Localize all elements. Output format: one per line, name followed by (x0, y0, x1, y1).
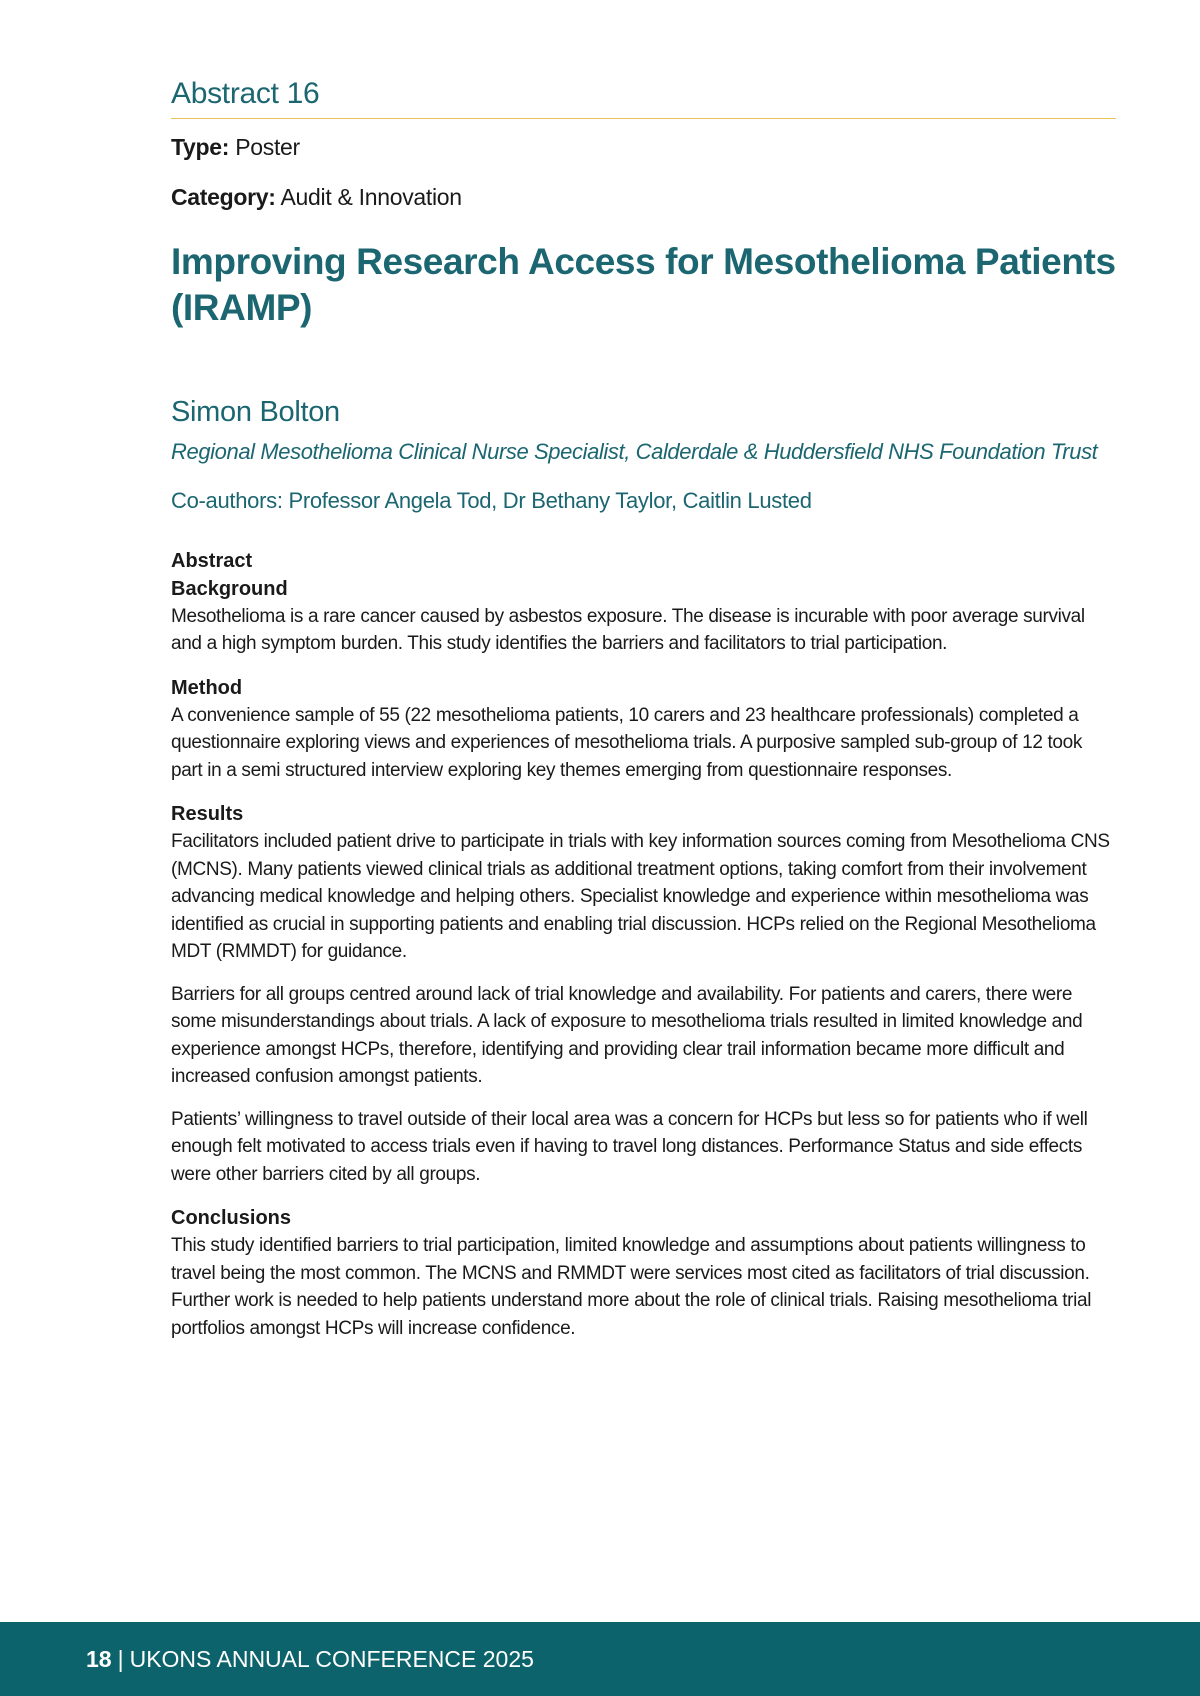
type-value: Poster (235, 134, 300, 160)
conclusions-text: This study identified barriers to trial participation, limited knowledge and assumptions about patients willingness to travel being the most common. The MCNS and RMMDT were services most cited as facilitators of trial discussion. Further work is needed to help patients understand more about the role of clinical trials. Raising mesothelioma trial portfolios amongst HCPs will increase confidence. (171, 1235, 1092, 1339)
abstract-title: Improving Research Access for Mesothelioma Patients (IRAMP) (171, 240, 1116, 328)
results-paragraph-1: Facilitators included patient drive to participate in trials with key information sources coming from Mesothelioma CNS (MCNS). Many patients viewed clinical trials as additional treatment options, taking comfort from their involvement advancing medical knowledge and helping others. Specialist knowledge and experience within mesothelioma was identified as crucial in supporting patients and enabling trial discussion. HCPs relied on the Regional Mesothelioma MDT (RMMDT) for guidance. (171, 831, 1110, 963)
type-line (171, 133, 1116, 163)
background-section (171, 575, 1116, 658)
results-section (171, 800, 1116, 1188)
page-footer (0, 1622, 1200, 1696)
method-heading: Method (171, 676, 243, 699)
coauthors: Co-authors: Professor Angela Tod, Dr Bethany Taylor, Caitlin Lusted (171, 488, 812, 514)
results-paragraph-3: Patients’ willingness to travel outside of their local area was a concern for HCPs but less so for patients who if well enough felt motivated to access trials even if having to travel long distances. Performance Status and side effects were other barriers cited by all groups. (171, 1108, 1088, 1185)
method-text: A convenience sample of 55 (22 mesothelioma patients, 10 carers and 23 healthcare professionals) completed a questionnaire exploring views and experiences of mesothelioma trials. A purposive sampled sub-group of 12 took part in a semi structured interview exploring key themes emerging from questionnaire responses. (171, 704, 1082, 781)
conclusions-heading: Conclusions (171, 1207, 292, 1230)
abstract-number: Abstract 16 (171, 76, 1116, 119)
method-section (171, 674, 1116, 785)
background-text: Mesothelioma is a rare cancer caused by asbestos exposure. The disease is incurable with poor average survival and a high symptom burden. This study identifies the barriers and facilitators to trial participation. (171, 605, 1085, 655)
footer-separator: | (117, 1646, 124, 1672)
footer-text (86, 1622, 534, 1696)
abstract-content (171, 76, 1116, 1342)
author-affiliation: Regional Mesothelioma Clinical Nurse Specialist, Calderdale & Huddersfield NHS Foundation Trust (171, 438, 1098, 464)
category-label: Category: (171, 183, 276, 210)
category-line (171, 183, 1116, 213)
abstract-heading: Abstract (171, 549, 253, 572)
page-number: 18 (86, 1646, 112, 1672)
results-heading: Results (171, 803, 244, 826)
author-name: Simon Bolton (171, 395, 340, 428)
conference-name: UKONS ANNUAL CONFERENCE 2025 (129, 1646, 534, 1672)
background-heading: Background (171, 577, 288, 600)
category-value: Audit & Innovation (280, 183, 462, 210)
results-paragraph-2: Barriers for all groups centred around lack of trial knowledge and availability. For patients and carers, there were some misunderstandings about trials. A lack of exposure to mesothelioma trials resulted in limited knowledge and experience amongst HCPs, therefore, identifying and providing clear trail information became more difficult and increased confusion amongst patients. (171, 983, 1083, 1088)
type-label: Type: (171, 134, 230, 160)
conclusions-section (171, 1204, 1116, 1342)
